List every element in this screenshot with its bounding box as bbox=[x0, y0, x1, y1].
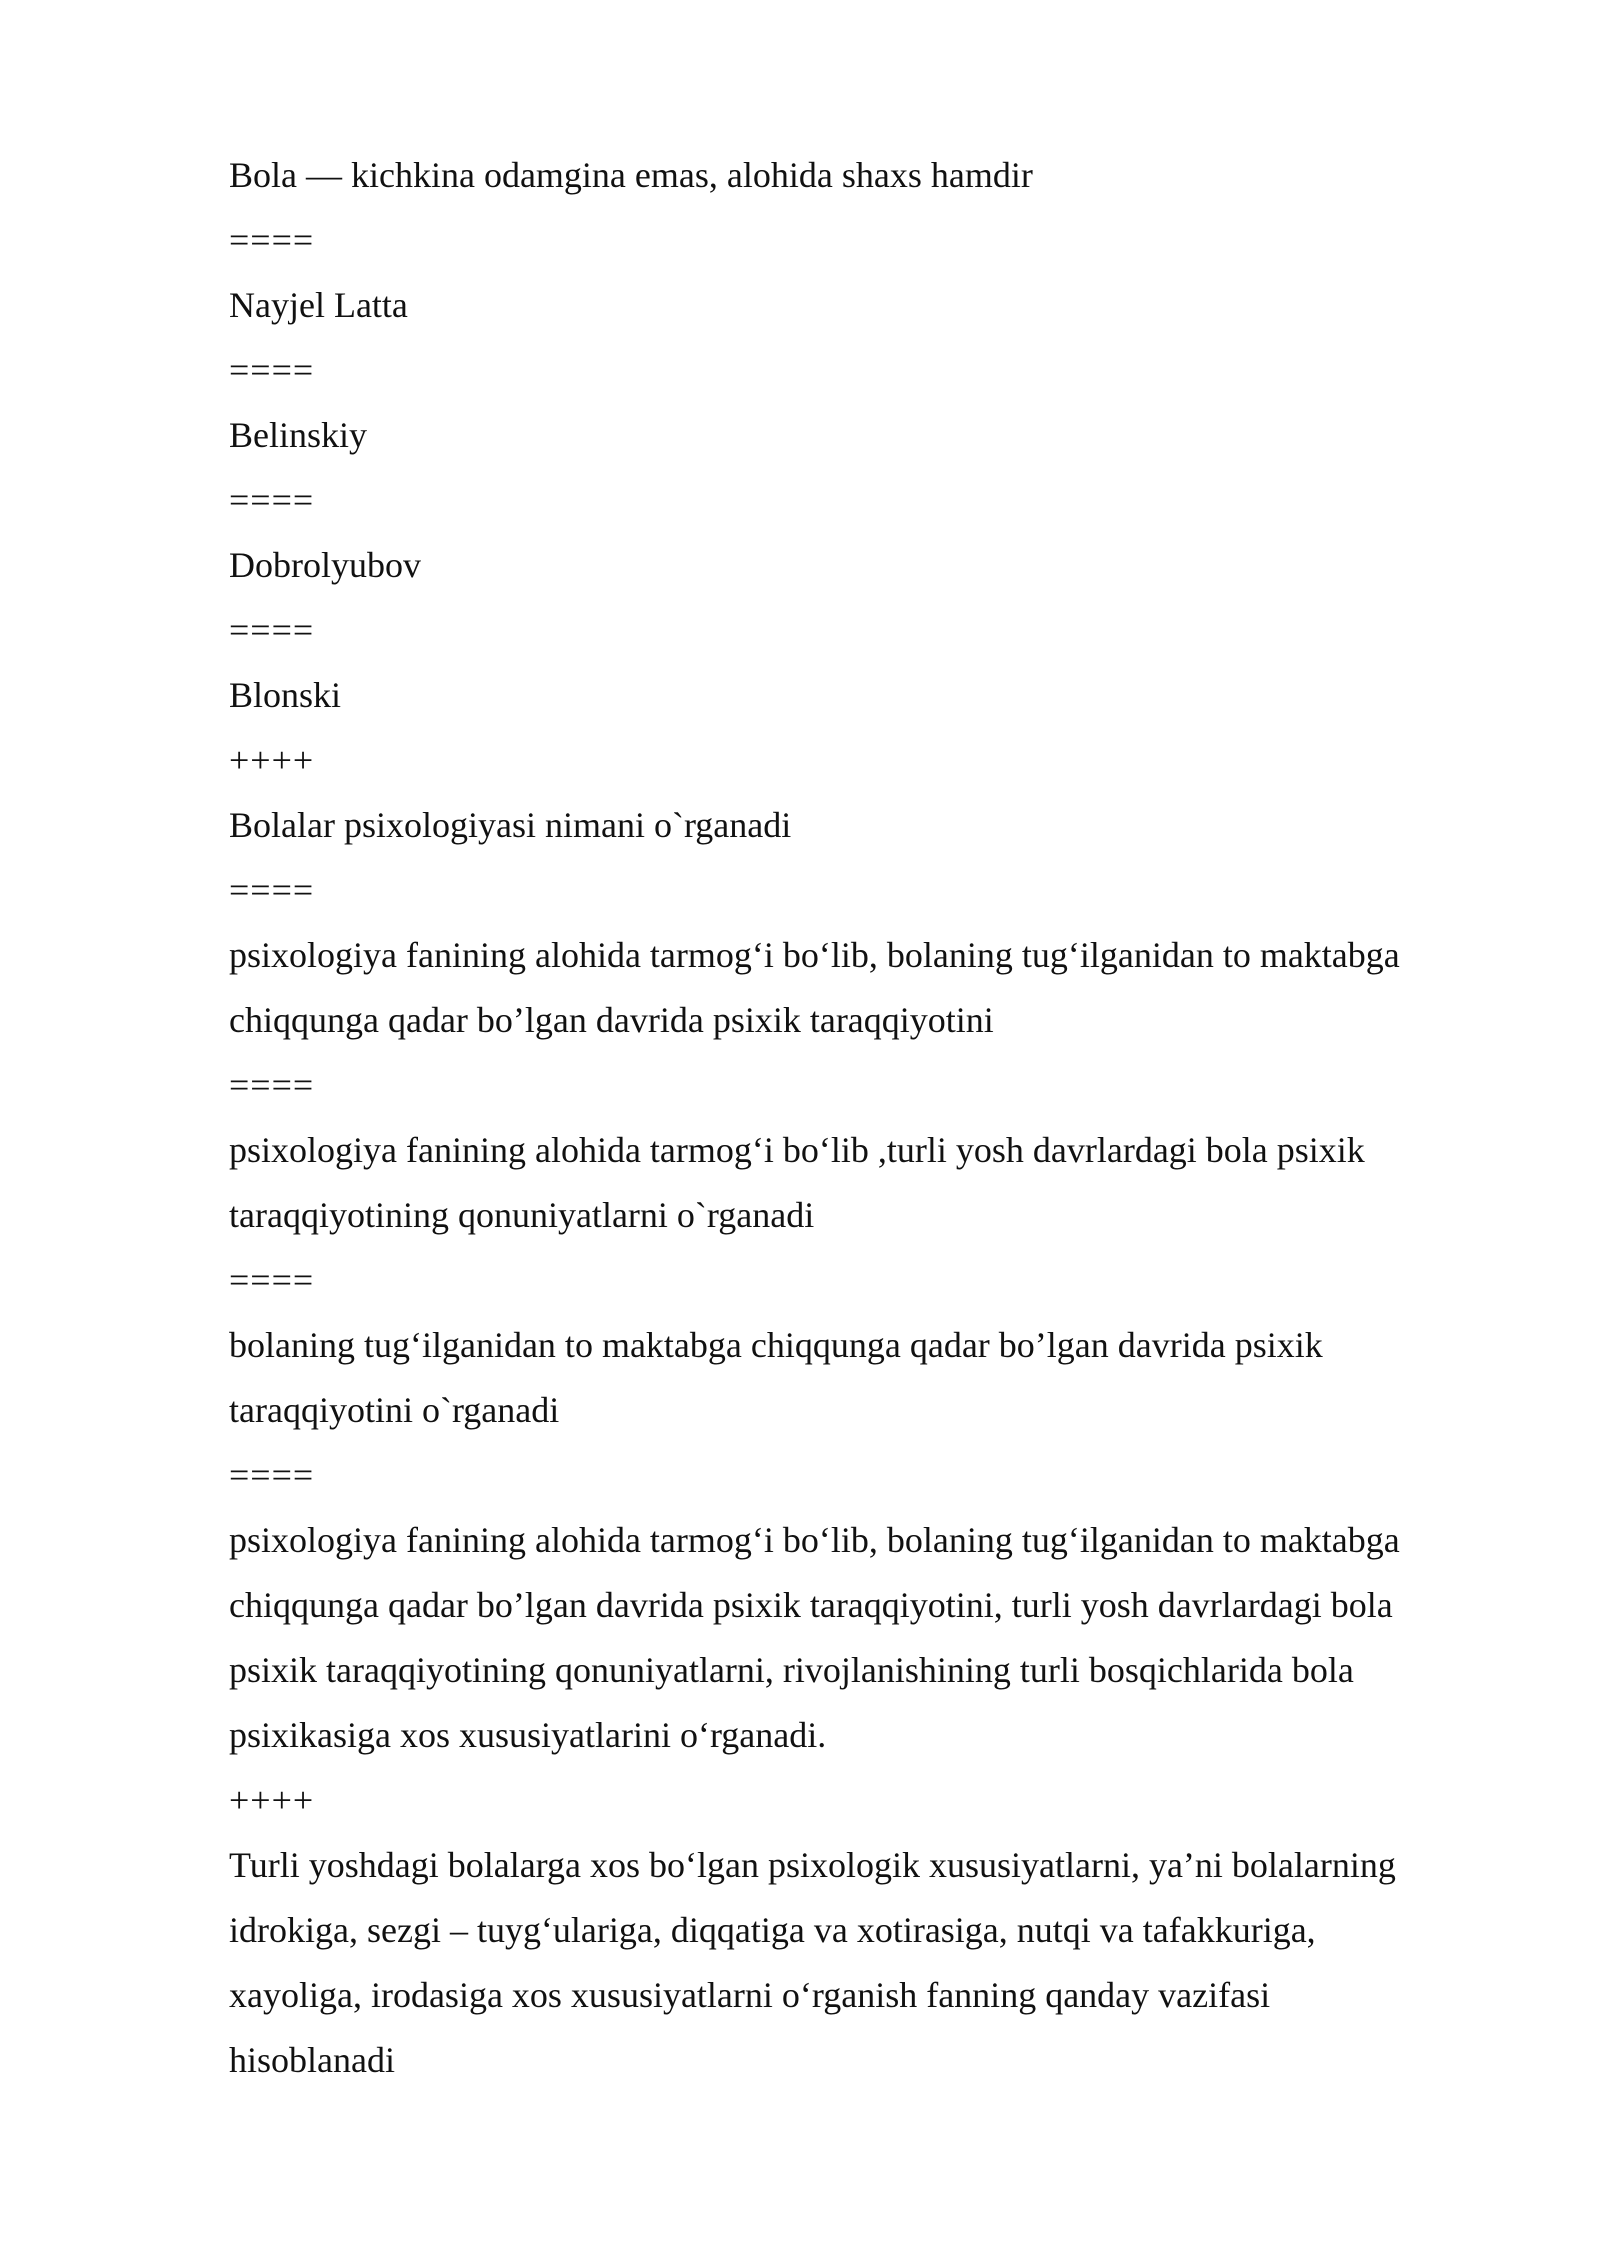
question-separator: ++++ bbox=[229, 1780, 315, 1820]
answer-text: chiqqunga qadar bo’lgan davrida psixik taraqqiyotini bbox=[229, 1000, 994, 1040]
answer-text: Blonski bbox=[229, 675, 342, 715]
answer-text: bolaning tug‘ilganidan to maktabga chiqqunga qadar bo’lgan davrida psixik bbox=[229, 1325, 1323, 1365]
question-text: Bola — kichkina odamgina emas, alohida shaxs hamdir bbox=[229, 155, 1033, 195]
question-text: hisoblanadi bbox=[229, 2040, 395, 2080]
answer-text: psixik taraqqiyotining qonuniyatlarni, rivojlanishining turli bosqichlarida bola bbox=[229, 1650, 1354, 1690]
answer-text: taraqqiyotini o`rganadi bbox=[229, 1390, 560, 1430]
question-text: xayoliga, irodasiga xos xususiyatlarni o‘rganish fanning qanday vazifasi bbox=[229, 1975, 1271, 2015]
question-text: Bolalar psixologiyasi nimani o`rganadi bbox=[229, 805, 792, 845]
answer-separator: ==== bbox=[229, 1455, 315, 1495]
answer-separator: ==== bbox=[229, 480, 315, 520]
answer-separator: ==== bbox=[229, 1260, 315, 1300]
answer-separator: ==== bbox=[229, 220, 315, 260]
document-page bbox=[229, 143, 1469, 2093]
answer-text: psixikasiga xos xususiyatlarini o‘rganadi. bbox=[229, 1715, 827, 1755]
question-text: Turli yoshdagi bolalarga xos bo‘lgan psixologik xususiyatlarni, ya’ni bolalarning bbox=[229, 1845, 1396, 1885]
question-separator: ++++ bbox=[229, 740, 315, 780]
answer-text: taraqqiyotining qonuniyatlarni o`rganadi bbox=[229, 1195, 815, 1235]
answer-separator: ==== bbox=[229, 610, 315, 650]
answer-text: Nayjel Latta bbox=[229, 285, 408, 325]
answer-text: psixologiya fanining alohida tarmog‘i bo‘lib, bolaning tug‘ilganidan to maktabga bbox=[229, 1520, 1400, 1560]
answer-text: psixologiya fanining alohida tarmog‘i bo‘lib ,turli yosh davrlardagi bola psixik bbox=[229, 1130, 1365, 1170]
answer-text: Dobrolyubov bbox=[229, 545, 421, 585]
question-text: idrokiga, sezgi – tuyg‘ulariga, diqqatiga va xotirasiga, nutqi va tafakkuriga, bbox=[229, 1910, 1316, 1950]
answer-separator: ==== bbox=[229, 870, 315, 910]
answer-text: Belinskiy bbox=[229, 415, 368, 455]
answer-text: psixologiya fanining alohida tarmog‘i bo‘lib, bolaning tug‘ilganidan to maktabga bbox=[229, 935, 1400, 975]
answer-separator: ==== bbox=[229, 350, 315, 390]
answer-separator: ==== bbox=[229, 1065, 315, 1105]
answer-text: chiqqunga qadar bo’lgan davrida psixik taraqqiyotini, turli yosh davrlardagi bola bbox=[229, 1585, 1393, 1625]
